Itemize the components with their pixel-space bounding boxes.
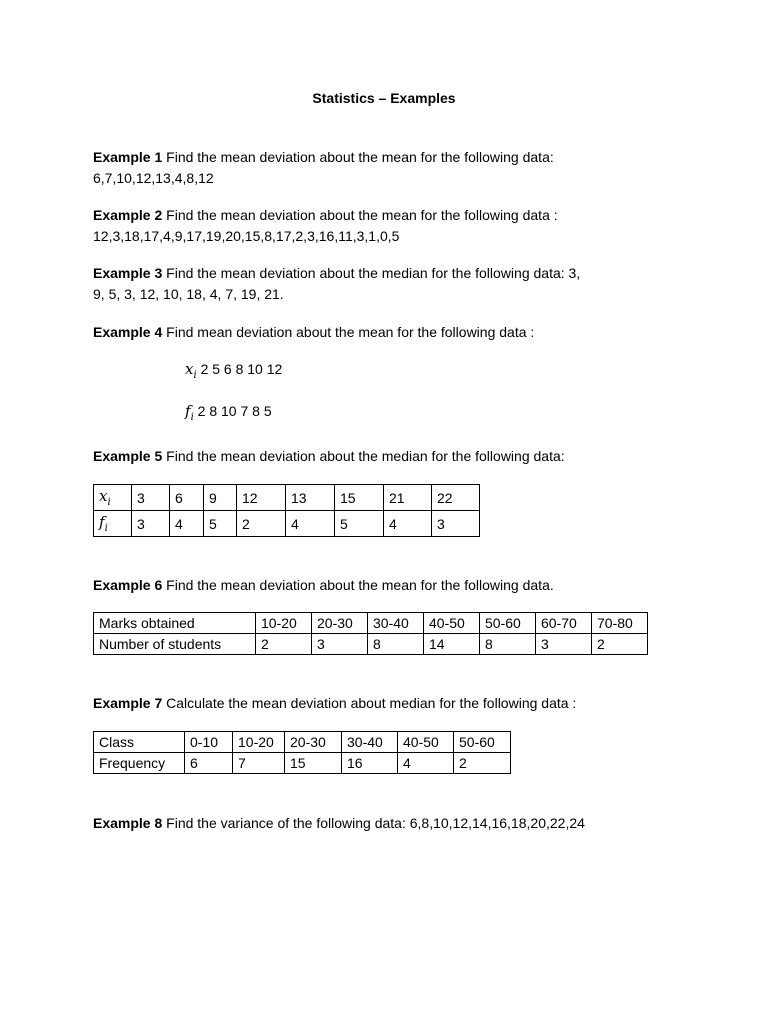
x-header: $x_i$ [94, 485, 132, 511]
table-cell: 10-20 [256, 613, 312, 634]
table-cell: 3 [432, 511, 480, 537]
table-cell: 15 [335, 485, 384, 511]
example-label: Example 6 [93, 577, 163, 593]
table-cell: 40-50 [398, 732, 454, 753]
table-cell: 2 [454, 753, 511, 774]
table-cell: 8 [368, 634, 424, 655]
example-6-table [93, 612, 648, 655]
f-values: 2 8 10 7 8 5 [197, 403, 272, 419]
table-cell: 70-80 [592, 613, 648, 634]
table-row [94, 732, 511, 753]
table-row [94, 485, 480, 511]
table-cell: 13 [286, 485, 335, 511]
table-cell: 16 [342, 753, 398, 774]
example-text: Find mean deviation about the mean for the following data : [166, 324, 535, 340]
table-cell: 2 [237, 511, 286, 537]
row-header: Marks obtained [94, 613, 256, 634]
table-row [94, 613, 648, 634]
table-cell: 7 [233, 753, 285, 774]
table-cell: 3 [132, 511, 170, 537]
example-label: Example 1 [93, 149, 163, 165]
table-cell: 20-30 [285, 732, 342, 753]
example-label: Example 7 [93, 695, 163, 711]
example-label: Example 4 [93, 324, 163, 340]
table-cell: 9 [204, 485, 237, 511]
table-cell: 4 [286, 511, 335, 537]
table-cell: 0-10 [185, 732, 233, 753]
table-cell: 8 [480, 634, 536, 655]
table-cell: 4 [170, 511, 204, 537]
table-cell: 22 [432, 485, 480, 511]
example-5-table [93, 484, 480, 537]
example-text: Find the mean deviation about the mean for the following data : [166, 207, 558, 223]
example-label: Example 3 [93, 265, 163, 281]
table-cell: 21 [384, 485, 432, 511]
table-cell: 4 [398, 753, 454, 774]
example-text: Find the mean deviation about the median for the following data: [166, 448, 565, 464]
table-cell: 50-60 [454, 732, 511, 753]
example-label: Example 5 [93, 448, 163, 464]
example-data: 6,7,10,12,13,4,8,12 [93, 170, 214, 186]
example-6 [93, 575, 693, 596]
example-4 [93, 322, 693, 343]
table-cell: 60-70 [536, 613, 592, 634]
example-2 [93, 205, 693, 247]
table-cell: 3 [132, 485, 170, 511]
example-5 [93, 446, 693, 467]
example-text: Find the variance of the following data: 6,8,10,12,14,16,18,20,22,24 [166, 815, 585, 831]
example-text: Find the mean deviation about the median for the following data: 3, [166, 265, 581, 281]
table-cell: 4 [384, 511, 432, 537]
table-cell: 30-40 [342, 732, 398, 753]
example-3 [93, 263, 693, 305]
table-cell: 2 [256, 634, 312, 655]
table-cell: 12 [237, 485, 286, 511]
row-header: Class [94, 732, 185, 753]
table-cell: 6 [170, 485, 204, 511]
table-cell: 50-60 [480, 613, 536, 634]
example-8 [93, 813, 693, 834]
example-7 [93, 693, 693, 714]
example-text: Find the mean deviation about the mean for the following data: [166, 149, 554, 165]
table-row [94, 634, 648, 655]
table-cell: 20-30 [312, 613, 368, 634]
table-cell: 5 [335, 511, 384, 537]
table-cell: 6 [185, 753, 233, 774]
table-cell: 30-40 [368, 613, 424, 634]
example-text: Find the mean deviation about the mean for the following data. [166, 577, 554, 593]
table-row [94, 511, 480, 537]
example-1 [93, 147, 693, 189]
f-header: $f_i$ [94, 511, 132, 537]
f-values-line: $f_i$ 2 8 10 7 8 5 [185, 402, 272, 423]
table-cell: 5 [204, 511, 237, 537]
example-label: Example 8 [93, 815, 163, 831]
table-cell: 3 [536, 634, 592, 655]
example-data: 12,3,18,17,4,9,17,19,20,15,8,17,2,3,16,11,3,1,0,5 [93, 228, 400, 244]
table-cell: 3 [312, 634, 368, 655]
example-data: 9, 5, 3, 12, 10, 18, 4, 7, 19, 21. [93, 286, 284, 302]
table-cell: 2 [592, 634, 648, 655]
example-text: Calculate the mean deviation about median for the following data : [166, 695, 577, 711]
table-cell: 15 [285, 753, 342, 774]
x-values-line: $x_i$ 2 5 6 8 10 12 [185, 360, 283, 381]
table-row [94, 753, 511, 774]
x-values: 2 5 6 8 10 12 [200, 361, 283, 377]
row-header: Frequency [94, 753, 185, 774]
table-cell: 14 [424, 634, 480, 655]
example-label: Example 2 [93, 207, 163, 223]
table-cell: 40-50 [424, 613, 480, 634]
row-header: Number of students [94, 634, 256, 655]
example-7-table [93, 731, 511, 774]
page-title: Statistics – Examples [312, 90, 456, 106]
table-cell: 10-20 [233, 732, 285, 753]
